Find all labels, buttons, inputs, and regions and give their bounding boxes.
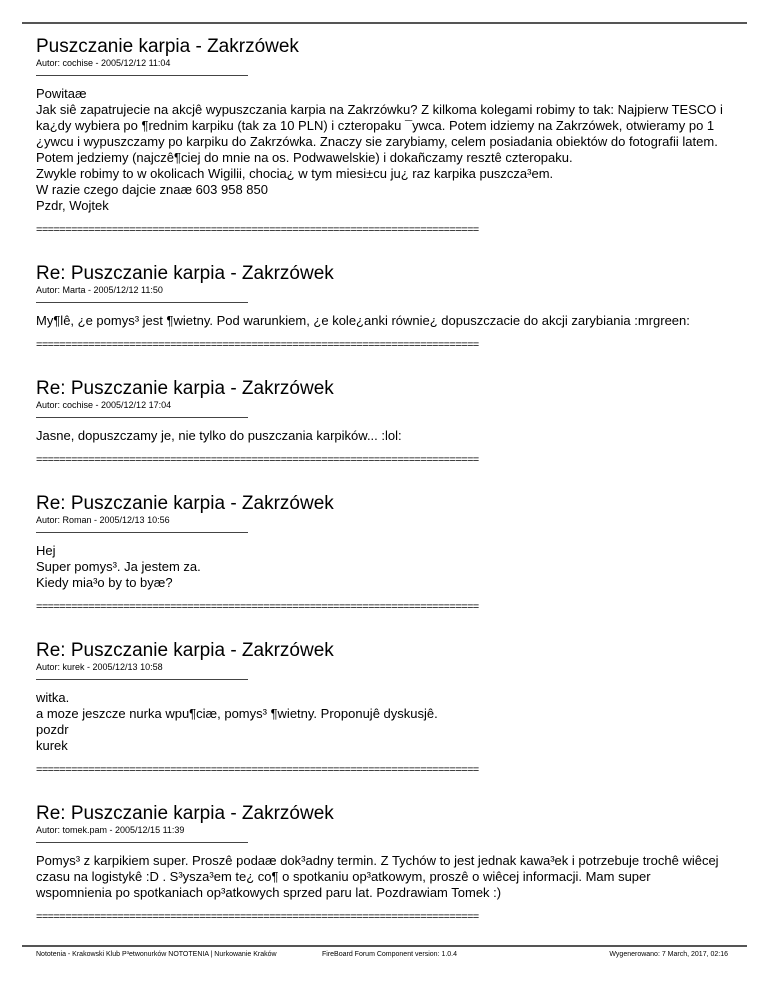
meta-divider — [36, 417, 248, 418]
post-separator: ============================================================================ — [36, 454, 479, 466]
post-separator: ============================================================================ — [36, 911, 479, 923]
post-body — [36, 86, 736, 214]
post-line: Jak siê zapatrujecie na akcjê wypuszczania karpia na Zakrzówku? Z kilkoma kolegami robimy to tak: Najpierw TESCO i — [36, 102, 723, 117]
footer-rule — [22, 945, 747, 947]
post-meta: Autor: Roman - 2005/12/13 10:56 — [36, 515, 170, 525]
footer-generated-date: Wygenerowano: 7 March, 2017, 02:16 — [609, 951, 728, 958]
post — [36, 493, 736, 613]
post-line: Potem jedziemy (najczê¶ciej do mnie na os. Podwawelskie) i dokañczamy resztê czteropaku. — [36, 150, 573, 165]
post-line: ka¿dy wybiera po ¶rednim karpiku (tak za 10 PLN) i czteropaku ¯ywca. Potem idziemy na Zakrzówek, otwieramy po 1 — [36, 118, 715, 133]
post — [36, 263, 736, 351]
footer-site-name: Nototenia - Krakowski Klub P³etwonurków NOTOTENIA | Nurkowanie Kraków — [36, 951, 277, 958]
post-body — [36, 543, 736, 591]
post — [36, 36, 736, 236]
post-meta: Autor: cochise - 2005/12/12 17:04 — [36, 400, 172, 410]
post-body — [36, 313, 736, 329]
post-line: My¶lê, ¿e pomys³ jest ¶wietny. Pod warunkiem, ¿e kole¿anki równie¿ dopuszczacie do akcji zarybiania :mrgreen: — [36, 313, 690, 328]
post-line: a moze jeszcze nurka wpu¶ciæ, pomys³ ¶wietny. Proponujê dyskusjê. — [36, 706, 438, 721]
post-title: Re: Puszczanie karpia - Zakrzówek — [36, 263, 334, 284]
post-line: Kiedy mia³o by to byæ? — [36, 575, 173, 590]
post — [36, 640, 736, 776]
post — [36, 803, 736, 923]
post-line: W razie czego dajcie znaæ 603 958 850 — [36, 182, 268, 197]
meta-divider — [36, 842, 248, 843]
meta-divider — [36, 302, 248, 303]
post-line: witka. — [36, 690, 70, 705]
post-line: pozdr — [36, 722, 69, 737]
post-line: wspomnienia po spotkaniach op³atkowych sprzed paru lat. Pozdrawiam Tomek :) — [36, 885, 502, 900]
post-body — [36, 428, 736, 444]
post-line: Jasne, dopuszczamy je, nie tylko do puszczania karpików... :lol: — [36, 428, 402, 443]
post-meta: Autor: cochise - 2005/12/12 11:04 — [36, 58, 171, 68]
post-title: Re: Puszczanie karpia - Zakrzówek — [36, 803, 334, 824]
post — [36, 378, 736, 466]
post-line: ¿ywcu i wypuszczamy po karpiku do Zakrzówka. Znaczy sie zarybiamy, celem posiadania obiektów do fotografii latem. — [36, 134, 718, 149]
post-body — [36, 690, 736, 754]
top-rule — [22, 22, 747, 24]
post-meta: Autor: Marta - 2005/12/12 11:50 — [36, 285, 163, 295]
post-body — [36, 853, 736, 901]
post-list — [36, 36, 736, 923]
post-line: kurek — [36, 738, 68, 753]
post-meta: Autor: tomek.pam - 2005/12/15 11:39 — [36, 825, 185, 835]
post-line: Powitaæ — [36, 86, 87, 101]
post-separator: ============================================================================ — [36, 601, 479, 613]
footer-component-version: FireBoard Forum Component version: 1.0.4 — [322, 951, 458, 958]
post-title: Re: Puszczanie karpia - Zakrzówek — [36, 640, 334, 661]
post-line: Hej — [36, 543, 56, 558]
post-title: Puszczanie karpia - Zakrzówek — [36, 36, 299, 57]
meta-divider — [36, 679, 248, 680]
post-line: Zwykle robimy to w okolicach Wigilii, chocia¿ w tym miesi±cu ju¿ raz karpika puszcza³em. — [36, 166, 554, 181]
post-line: czasu na logistykê :D . S³ysza³em te¿ co¶ o spotkaniu op³atkowym, proszê o wiêcej informacji. Mam super — [36, 869, 651, 884]
meta-divider — [36, 532, 248, 533]
post-title: Re: Puszczanie karpia - Zakrzówek — [36, 378, 334, 399]
post-separator: ============================================================================ — [36, 224, 479, 236]
post-meta: Autor: kurek - 2005/12/13 10:58 — [36, 662, 163, 672]
post-title: Re: Puszczanie karpia - Zakrzówek — [36, 493, 334, 514]
post-line: Pzdr, Wojtek — [36, 198, 109, 213]
post-separator: ============================================================================ — [36, 764, 479, 776]
post-separator: ============================================================================ — [36, 339, 479, 351]
meta-divider — [36, 75, 248, 76]
post-line: Pomys³ z karpikiem super. Proszê podaæ dok³adny termin. Z Tychów to jest jednak kawa³ek i potrzebuje trochê wiêcej — [36, 853, 719, 868]
post-line: Super pomys³. Ja jestem za. — [36, 559, 201, 574]
